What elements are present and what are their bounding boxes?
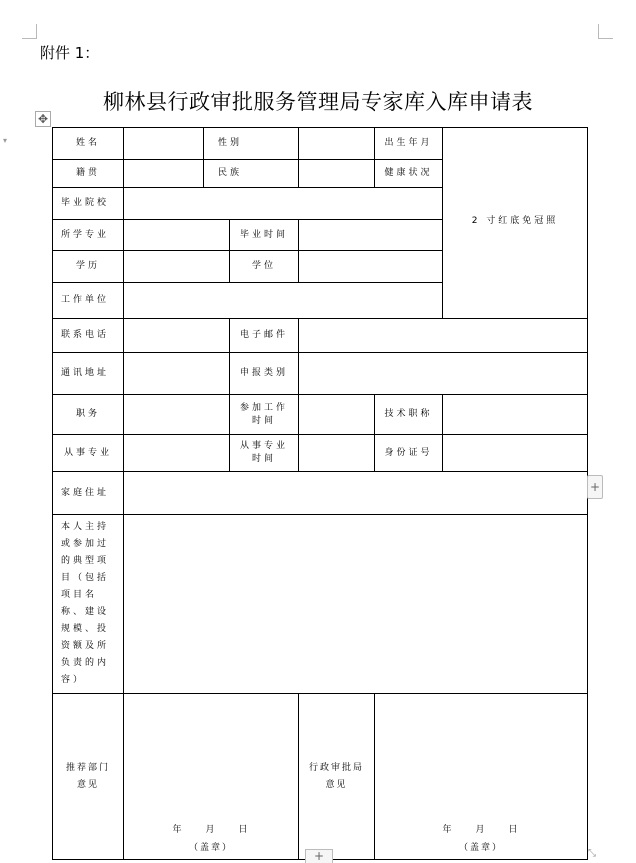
label-recommend-line1: 推荐部门 <box>65 762 110 773</box>
input-title[interactable] <box>443 395 588 435</box>
document-title: 柳林县行政审批服务管理局专家库入库申请表 <box>103 90 533 114</box>
input-name[interactable] <box>124 128 204 160</box>
label-health: 健康状况 <box>375 160 443 188</box>
application-form-table <box>52 127 588 860</box>
input-address[interactable] <box>124 353 230 395</box>
label-recommend <box>53 694 124 860</box>
label-workplace: 工作单位 <box>53 283 124 319</box>
table-move-handle-icon[interactable]: ✥ <box>35 111 51 127</box>
label-bureau <box>299 694 375 860</box>
input-education[interactable] <box>124 251 230 283</box>
input-field-time[interactable] <box>299 435 375 472</box>
label-bureau-line1: 行政审批局 <box>309 762 365 773</box>
label-position: 职务 <box>53 395 124 435</box>
label-birth: 出生年月 <box>375 128 443 160</box>
input-id-number[interactable] <box>443 435 588 472</box>
label-gender: 性别 <box>204 128 299 160</box>
input-graduation-time[interactable] <box>299 220 443 251</box>
input-degree[interactable] <box>299 251 443 283</box>
label-title: 技术职称 <box>375 395 443 435</box>
bureau-date <box>375 824 587 837</box>
bureau-seal: （盖章） <box>459 843 504 853</box>
margin-arrow-icon: ▾ <box>3 136 8 145</box>
label-field: 从事专业 <box>53 435 124 472</box>
label-work-start-line2: 时间 <box>252 415 277 426</box>
input-school[interactable] <box>124 188 443 220</box>
label-field-time <box>230 435 299 472</box>
table-resize-handle-icon[interactable]: ⤡ <box>588 848 596 859</box>
label-field-time-line2: 时间 <box>252 454 277 464</box>
label-education: 学历 <box>53 251 124 283</box>
bureau-date-year: 年 <box>442 825 454 835</box>
input-email[interactable] <box>299 319 588 353</box>
label-native-place: 籍贯 <box>53 160 124 188</box>
add-column-plus-icon[interactable]: + <box>305 849 333 863</box>
label-graduation-time: 毕业时间 <box>230 220 299 251</box>
add-row-plus-icon[interactable]: + <box>587 475 603 499</box>
label-work-start-time <box>230 395 299 435</box>
page-corner-mark-top-left <box>22 24 37 39</box>
attachment-label: 附件 1： <box>40 44 100 62</box>
label-field-time-line1: 从事专业 <box>240 441 289 451</box>
input-bureau-opinion[interactable] <box>375 694 588 860</box>
input-ethnicity[interactable] <box>299 160 375 188</box>
label-name: 姓名 <box>53 128 124 160</box>
input-home-address[interactable] <box>124 472 588 515</box>
input-native-place[interactable] <box>124 160 204 188</box>
recommend-seal: （盖章） <box>189 843 234 853</box>
label-address: 通讯地址 <box>53 353 124 395</box>
photo-placeholder[interactable]: 2 寸红底免冠照 <box>443 128 588 319</box>
label-phone: 联系电话 <box>53 319 124 353</box>
label-home-address: 家庭住址 <box>53 472 124 515</box>
label-degree: 学位 <box>230 251 299 283</box>
label-ethnicity: 民族 <box>204 160 299 188</box>
input-phone[interactable] <box>124 319 230 353</box>
label-projects: 本人主持或参加过的典型项目（包括项目名称、建设规模、投资额及所负责的内容） <box>53 515 124 694</box>
recommend-date-year: 年 <box>172 825 184 835</box>
recommend-date-month: 月 <box>205 825 217 835</box>
bureau-date-month: 月 <box>475 825 487 835</box>
input-major[interactable] <box>124 220 230 251</box>
label-bureau-line2: 意见 <box>325 779 348 790</box>
label-major: 所学专业 <box>53 220 124 251</box>
recommend-date <box>124 824 298 837</box>
input-gender[interactable] <box>299 128 375 160</box>
input-position[interactable] <box>124 395 230 435</box>
label-category: 申报类别 <box>230 353 299 395</box>
input-work-start-time[interactable] <box>299 395 375 435</box>
page-corner-mark-top-right <box>598 24 613 39</box>
label-id-number: 身份证号 <box>375 435 443 472</box>
input-field[interactable] <box>124 435 230 472</box>
input-category[interactable] <box>299 353 588 395</box>
input-workplace[interactable] <box>124 283 443 319</box>
input-recommend-opinion[interactable] <box>124 694 299 860</box>
bureau-date-day: 日 <box>508 825 520 835</box>
input-projects[interactable] <box>124 515 588 694</box>
label-email: 电子邮件 <box>230 319 299 353</box>
recommend-date-day: 日 <box>238 825 250 835</box>
label-recommend-line2: 意见 <box>76 779 99 790</box>
label-school: 毕业院校 <box>53 188 124 220</box>
label-work-start-line1: 参加工作 <box>240 402 289 413</box>
